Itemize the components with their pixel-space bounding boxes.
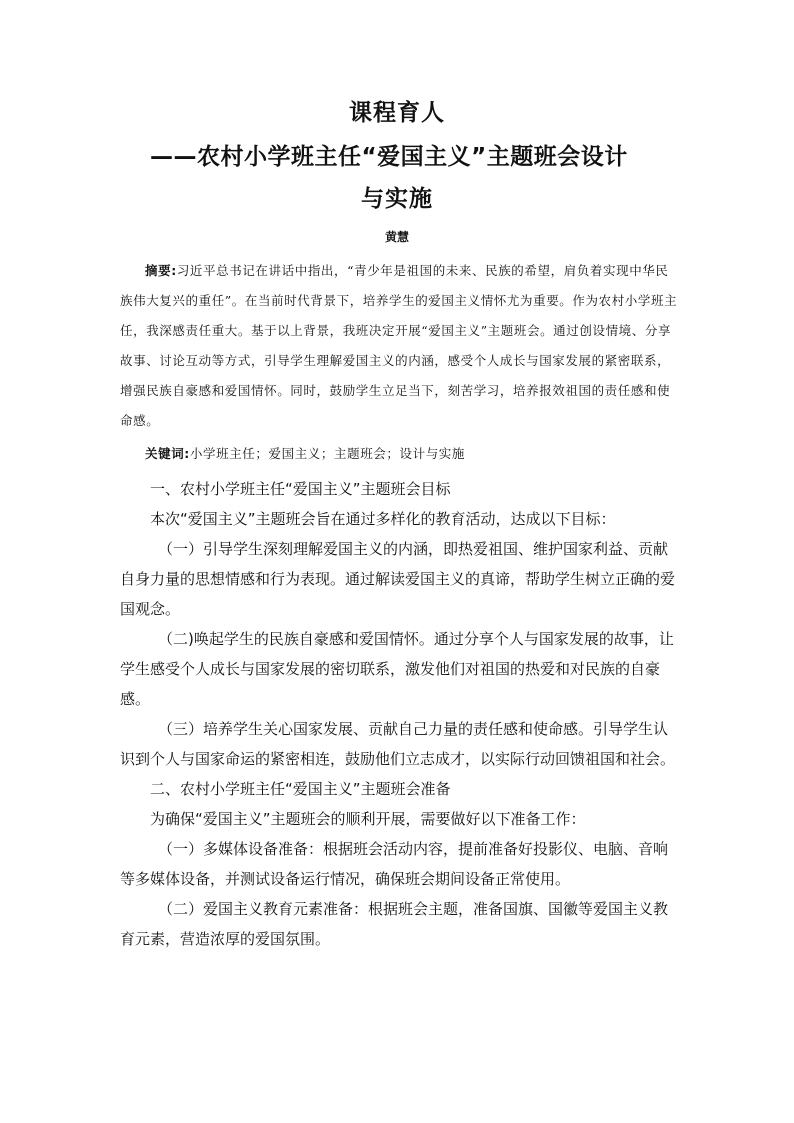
body-paragraph: 本次“爱国主义”主题班会旨在通过多样化的教育活动，达成以下目标： [150, 510, 616, 528]
body-paragraph: （一）引导学生深刻理解爱国主义的内涵，即热爱祖国、维护国家利益、贡献自身力量的思想情感和行为表现。通过解读爱国主义的真谛，帮助学生树立正确的爱国观念。 [120, 540, 676, 618]
document-title: 课程育人 [349, 100, 445, 126]
body-paragraph: 为确保“爱国主义”主题班会的顺利开展，需要做好以下准备工作： [150, 810, 586, 828]
body-paragraph: （二）爱国主义教育元素准备：根据班会主题，准备国旗、国徽等爱国主义教育元素，营造浓厚的爱国氛围。 [120, 900, 669, 948]
section-heading-preparation: 二、农村小学班主任“爱国主义”主题班会准备 [150, 780, 451, 798]
document-subtitle: ——农村小学班主任“爱国主义”主题班会设计 [150, 144, 628, 170]
abstract-label: 摘要: [145, 263, 177, 278]
document-subtitle-continued: 与实施 [361, 186, 433, 212]
body-paragraph: （三）培养学生关心国家发展、贡献自己力量的责任感和使命感。引导学生认识到个人与国家命运的紧密相连，鼓励他们立志成才，以实际行动回馈祖国和社会。 [120, 720, 676, 768]
author-name: 黄慧 [384, 230, 409, 244]
document-body [120, 474, 680, 954]
body-paragraph: （一）多媒体设备准备：根据班会活动内容，提前准备好投影仪、电脑、音响等多媒体设备，并测试设备运行情况，确保班会期间设备正常使用。 [120, 840, 669, 888]
section-heading-goals: 一、农村小学班主任“爱国主义”主题班会目标 [150, 480, 451, 498]
keywords-text: 小学班主任；爱国主义；主题班会；设计与实施 [189, 446, 466, 461]
abstract-text: 习近平总书记在讲话中指出，“青少年是祖国的未来、民族的希望，肩负着实现中华民族伟大复兴的重任”。在当前时代背景下，培养学生的爱国主义情怀尤为重要。作为农村小学班主任，我深感责任重大。基于以上背景，我班决定开展“爱国主义”主题班会。通过创设情境、分享故事、讨论互动等方式，引导学生理解爱国主义的内涵，感受个人成长与国家发展的紧密联系，增强民族自豪感和爱国情怀。同时，鼓励学生立足当下，刻苦学习，培养报效祖国的责任感和使命感。 [120, 263, 678, 428]
body-paragraph: （二)唤起学生的民族自豪感和爱国情怀。通过分享个人与国家发展的故事，让学生感受个人成长与国家发展的密切联系，激发他们对祖国的热爱和对民族的自豪感。 [120, 630, 674, 708]
abstract-paragraph [120, 256, 680, 436]
keywords-line [145, 444, 685, 464]
keywords-label: 关键词: [145, 446, 190, 461]
